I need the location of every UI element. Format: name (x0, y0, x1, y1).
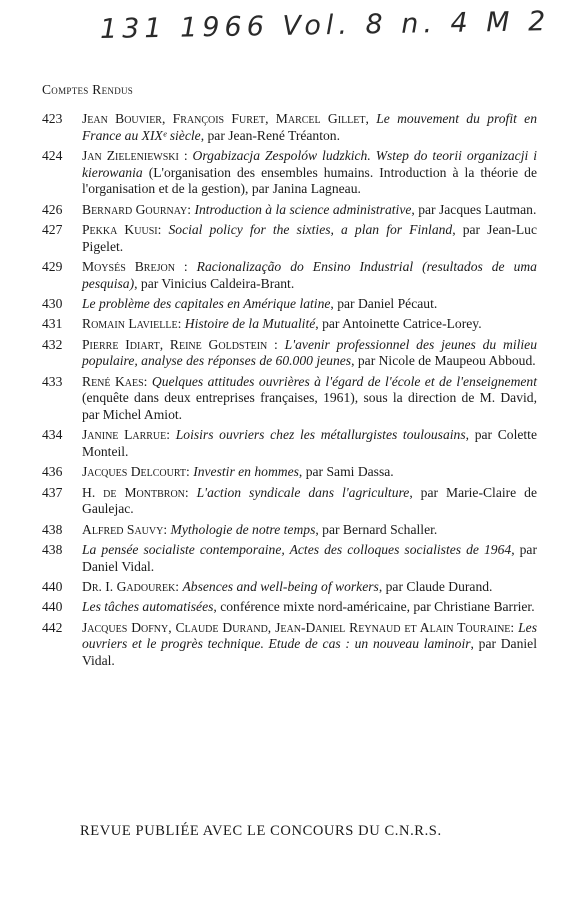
entry-reviewer: , par Nicole de Maupeou Abboud. (351, 353, 536, 369)
entry-reviewer: , par Daniel Pécaut. (330, 295, 438, 311)
entry-reviewer: , par Bernard Schaller. (315, 521, 438, 537)
review-entry (42, 222, 537, 255)
entry-title: Histoire de la Mutualité (184, 316, 316, 332)
entry-reviewer: , par Sami Dassa. (298, 464, 394, 480)
entry-title: Mythologie de notre temps (170, 521, 316, 537)
entry-text (82, 374, 537, 424)
page-number: 433 (42, 373, 63, 389)
review-entry (42, 427, 537, 460)
review-entry (42, 148, 537, 198)
handwritten-note: 131 1966 Vol. 8 n. 4 M 2 (99, 6, 551, 46)
entry-authors: Jacques Dofny, Claude Durand, Jean-Daniel Reynaud et Alain Touraine: (82, 619, 519, 635)
entry-text (82, 485, 537, 518)
entry-text (82, 427, 537, 460)
entry-authors: Dr. I. Gadourek: (82, 579, 183, 594)
page-number: 423 (42, 111, 63, 126)
entry-authors: René Kaes: (82, 373, 152, 389)
review-entry (42, 620, 537, 670)
entry-title: Orgabizacja Zespolów ludzkich. Wstep do teorii organizacji i kierowania (82, 147, 537, 180)
entry-text (82, 222, 537, 255)
entry-authors: Pekka Kuusi: (82, 221, 169, 237)
page-number: 430 (42, 295, 63, 311)
entry-authors: Jean Bouvier, François Furet, Marcel Gillet, (82, 111, 377, 126)
page-number: 429 (42, 258, 63, 274)
entry-text (82, 296, 537, 313)
entry-authors: H. de Montbron: (82, 484, 197, 500)
review-entry (42, 202, 537, 219)
review-entry (42, 542, 537, 575)
review-entry (42, 599, 537, 616)
entry-authors: Alfred Sauvy: (82, 521, 171, 537)
entry-reviewer: , par Claude Durand. (378, 579, 493, 594)
entry-reviewer: , par Jean-René Tréanton. (200, 127, 340, 143)
section-title: Comptes Rendus (42, 82, 134, 97)
entry-reviewer: (L'organisation des ensembles humains. Introduction à la théorie de l'organisation et de la gestion), par Janina Lagneau. (82, 164, 537, 197)
page-number: 427 (42, 221, 63, 237)
review-entry (42, 579, 537, 596)
review-entry (42, 111, 537, 144)
entry-text (82, 148, 537, 198)
entry-title: Loisirs ouvriers chez les métallurgistes toulousains (175, 427, 466, 443)
page-number: 437 (42, 484, 63, 500)
entry-title: Le problème des capitales en Amérique latine (82, 295, 331, 311)
review-entry (42, 522, 537, 539)
page-number: 432 (42, 336, 63, 352)
review-entry (42, 485, 537, 518)
entry-text (82, 599, 537, 616)
page-number: 442 (42, 619, 63, 635)
entry-title: Investir en hommes (193, 464, 299, 480)
entry-title: Racionalização do Ensino Industrial (resultados de uma pesquisa) (82, 258, 537, 291)
entry-reviewer: , par Jacques Lautman. (411, 201, 537, 217)
entry-title: Les tâches automatisées (82, 599, 214, 615)
entry-authors: Moysés Brejon : (82, 258, 197, 274)
entry-text (82, 337, 537, 370)
page-number: 424 (42, 147, 63, 163)
entry-text (82, 522, 537, 539)
page-number: 440 (42, 599, 63, 615)
entry-text (82, 464, 537, 481)
review-entry (42, 337, 537, 370)
review-list (42, 111, 537, 673)
entry-text (82, 316, 537, 333)
entry-text (82, 579, 537, 596)
entry-title: La pensée socialiste contemporaine, Actes des colloques socialistes de 1964 (82, 542, 512, 558)
entry-title: Introduction à la science administrative (194, 201, 412, 217)
entry-text (82, 542, 537, 575)
entry-authors: Jan Zieleniewski : (82, 147, 193, 163)
review-entry (42, 374, 537, 424)
entry-reviewer: , par Colette Monteil. (82, 427, 537, 459)
entry-title: Les ouvriers et le progrès technique. Etude de cas : un nouveau laminoir (82, 619, 537, 652)
entry-title: L'avenir professionnel des jeunes du milieu populaire, analyse des réponses de 60.000 jeunes (82, 336, 537, 369)
entry-reviewer: , conférence mixte nord-américaine, par Christiane Barrier. (213, 599, 535, 615)
entry-title: L'action syndicale dans l'agriculture (196, 484, 410, 500)
entry-authors: Pierre Idiart, Reine Goldstein : (82, 336, 285, 352)
entry-reviewer: , par Jean-Luc Pigelet. (82, 221, 537, 254)
entry-reviewer: , par Daniel Vidal. (82, 542, 537, 574)
entry-authors: Jacques Delcourt: (82, 464, 194, 480)
entry-reviewer: , par Marie-Claire de Gaulejac. (82, 484, 537, 517)
entry-authors: Janine Larrue: (82, 427, 176, 443)
page-number: 436 (42, 464, 63, 480)
review-entry (42, 464, 537, 481)
entry-text (82, 620, 537, 670)
entry-title: Le mouvement du profit en France au XIXᵉ siècle (82, 111, 537, 143)
review-entry (42, 259, 537, 292)
review-entry (42, 316, 537, 333)
page-number: 438 (42, 542, 63, 558)
entry-reviewer: , par Antoinette Catrice-Lorey. (315, 316, 482, 332)
entry-title: Social policy for the sixties, a plan for Finland (168, 221, 453, 237)
entry-text (82, 202, 537, 219)
page-number: 438 (42, 521, 63, 537)
page-number: 431 (42, 316, 63, 332)
entry-reviewer: , par Daniel Vidal. (82, 636, 537, 668)
entry-text (82, 111, 537, 144)
entry-authors: Bernard Gournay: (82, 201, 195, 217)
entry-title: Quelques attitudes ouvrières à l'égard de l'école et de l'enseignement (151, 373, 537, 389)
page-number: 434 (42, 427, 63, 443)
footer-note: REVUE PUBLIÉE AVEC LE CONCOURS DU C.N.R.S. (80, 823, 442, 839)
entry-authors: Romain Lavielle: (82, 316, 185, 332)
page-number: 440 (42, 579, 63, 594)
entry-reviewer: , par Vinicius Caldeira-Brant. (134, 275, 295, 291)
entry-text (82, 259, 537, 292)
page-number: 426 (42, 201, 63, 217)
entry-title: Absences and well-being of workers (182, 579, 379, 594)
entry-reviewer: (enquête dans deux entreprises françaises, 1961), sous la direction de M. David, par Michel Amiot. (82, 390, 537, 422)
review-entry (42, 296, 537, 313)
